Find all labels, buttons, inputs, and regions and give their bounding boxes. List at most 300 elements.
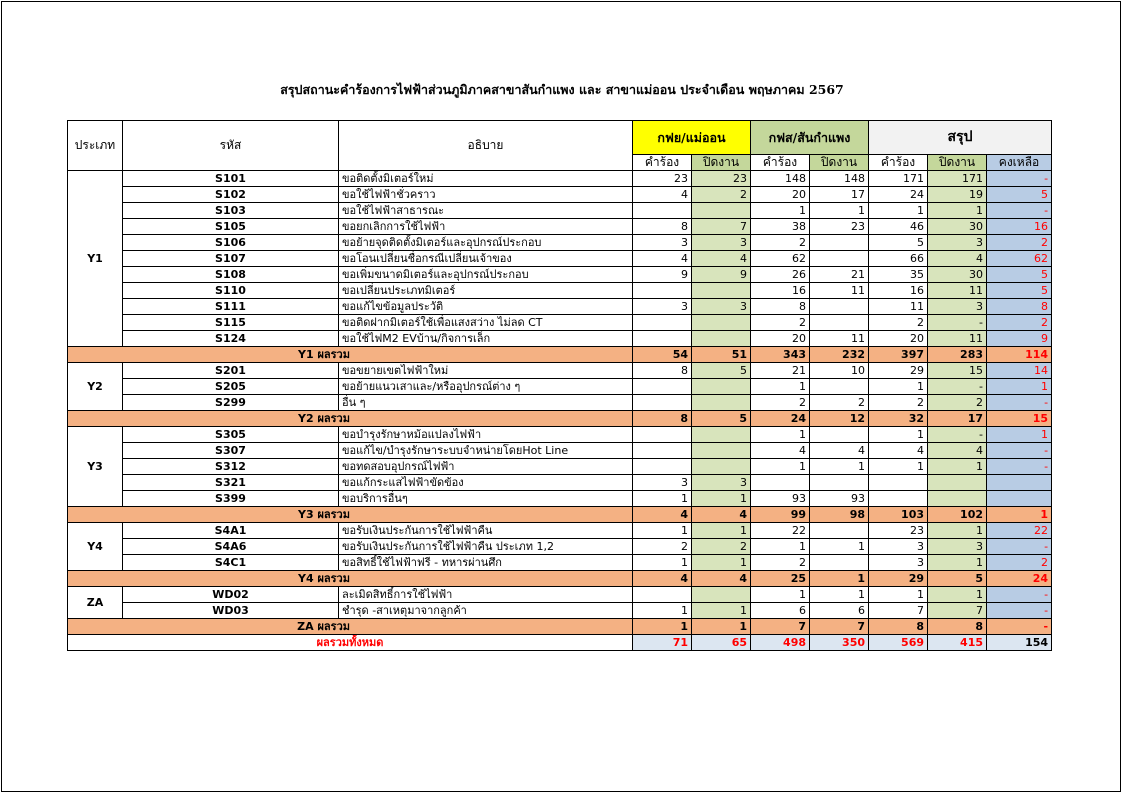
summary-remaining-cell: 5 (987, 187, 1052, 203)
summary-remaining-cell: - (987, 539, 1052, 555)
subtotal-value: 343 (751, 347, 810, 363)
summary-closed-cell: 15 (928, 363, 987, 379)
subtotal-label: ZA ผลรวม (68, 619, 633, 635)
description-cell: ขอแก้กระแสไฟฟ้าขัดข้อง (339, 475, 633, 491)
maeon-closed-cell: 1 (692, 603, 751, 619)
summary-closed-cell: 19 (928, 187, 987, 203)
summary-closed-cell: 3 (928, 299, 987, 315)
summary-requests-cell: 5 (869, 235, 928, 251)
table-row (68, 603, 1052, 619)
subtotal-value: 51 (692, 347, 751, 363)
maeon-requests-cell: 4 (633, 187, 692, 203)
sankamphaeng-closed-cell: 4 (810, 443, 869, 459)
code-cell: S321 (123, 475, 339, 491)
maeon-closed-cell (692, 331, 751, 347)
sankamphaeng-closed-cell: 11 (810, 283, 869, 299)
description-cell: ชำรุด -สาเหตุมาจากลูกค้า (339, 603, 633, 619)
sankamphaeng-closed-cell: 1 (810, 539, 869, 555)
summary-closed-cell: - (928, 315, 987, 331)
maeon-requests-cell: 1 (633, 523, 692, 539)
maeon-closed-cell (692, 459, 751, 475)
subtotal-value: 32 (869, 411, 928, 427)
maeon-requests-cell: 8 (633, 363, 692, 379)
summary-closed-cell: 1 (928, 587, 987, 603)
table-row (68, 395, 1052, 411)
summary-remaining-cell: - (987, 171, 1052, 187)
maeon-requests-cell: 1 (633, 491, 692, 507)
subtotal-value: 8 (869, 619, 928, 635)
description-cell: ขอแก้ไข/บำรุงรักษาระบบจำหน่ายโดยHot Line (339, 443, 633, 459)
description-cell: ขอขยายเขตไฟฟ้าใหม่ (339, 363, 633, 379)
sankamphaeng-closed-cell: 93 (810, 491, 869, 507)
subheader-closed: ปิดงาน (928, 155, 987, 171)
subtotal-value: 4 (692, 571, 751, 587)
description-cell: ขอติดตั้งมิเตอร์ใหม่ (339, 171, 633, 187)
subtotal-remaining: - (987, 619, 1052, 635)
subtotal-value: 8 (928, 619, 987, 635)
sankamphaeng-closed-cell: 6 (810, 603, 869, 619)
summary-requests-cell: 1 (869, 203, 928, 219)
maeon-requests-cell (633, 587, 692, 603)
code-cell: S4A6 (123, 539, 339, 555)
sankamphaeng-closed-cell: 1 (810, 459, 869, 475)
summary-closed-cell: 30 (928, 267, 987, 283)
sankamphaeng-closed-cell: 1 (810, 587, 869, 603)
maeon-requests-cell (633, 331, 692, 347)
maeon-requests-cell: 8 (633, 219, 692, 235)
grand-total-value: 154 (987, 635, 1052, 651)
description-cell: ขอใช้ไฟM2 EVบ้าน/กิจการเล็ก (339, 331, 633, 347)
subtotal-value: 397 (869, 347, 928, 363)
summary-closed-cell: 171 (928, 171, 987, 187)
summary-remaining-cell: 1 (987, 427, 1052, 443)
grand-total-value: 71 (633, 635, 692, 651)
sankamphaeng-closed-cell: 2 (810, 395, 869, 411)
maeon-requests-cell (633, 379, 692, 395)
sankamphaeng-closed-cell: 21 (810, 267, 869, 283)
maeon-closed-cell (692, 283, 751, 299)
sankamphaeng-closed-cell (810, 315, 869, 331)
summary-remaining-cell: 8 (987, 299, 1052, 315)
summary-closed-cell: 1 (928, 555, 987, 571)
grand-total-value: 569 (869, 635, 928, 651)
sankamphaeng-requests-cell: 1 (751, 459, 810, 475)
subtotal-value: 24 (751, 411, 810, 427)
summary-closed-cell: 1 (928, 523, 987, 539)
table-row (68, 235, 1052, 251)
description-cell: อื่น ๆ (339, 395, 633, 411)
sankamphaeng-requests-cell: 1 (751, 379, 810, 395)
sankamphaeng-requests-cell: 16 (751, 283, 810, 299)
sankamphaeng-requests-cell: 21 (751, 363, 810, 379)
header-type: ประเภท (68, 121, 123, 171)
sankamphaeng-closed-cell (810, 555, 869, 571)
summary-closed-cell: 1 (928, 459, 987, 475)
maeon-requests-cell: 1 (633, 603, 692, 619)
maeon-closed-cell: 1 (692, 491, 751, 507)
sankamphaeng-closed-cell: 11 (810, 331, 869, 347)
sankamphaeng-requests-cell: 62 (751, 251, 810, 267)
table-row (68, 267, 1052, 283)
code-cell: S305 (123, 427, 339, 443)
sankamphaeng-closed-cell (810, 475, 869, 491)
table-row (68, 459, 1052, 475)
subtotal-value: 29 (869, 571, 928, 587)
table-row (68, 523, 1052, 539)
maeon-closed-cell: 5 (692, 363, 751, 379)
summary-remaining-cell: - (987, 459, 1052, 475)
sankamphaeng-requests-cell: 8 (751, 299, 810, 315)
sankamphaeng-requests-cell: 26 (751, 267, 810, 283)
maeon-closed-cell (692, 203, 751, 219)
subtotal-remaining: 114 (987, 347, 1052, 363)
maeon-requests-cell (633, 315, 692, 331)
description-cell: ขอรับเงินประกันการใช้ไฟฟ้าคืน (339, 523, 633, 539)
subtotal-value: 17 (928, 411, 987, 427)
summary-requests-cell: 3 (869, 555, 928, 571)
table-row (68, 283, 1052, 299)
summary-closed-cell (928, 491, 987, 507)
sankamphaeng-requests-cell: 2 (751, 235, 810, 251)
summary-closed-cell: 30 (928, 219, 987, 235)
summary-closed-cell: 11 (928, 283, 987, 299)
maeon-requests-cell: 3 (633, 475, 692, 491)
maeon-requests-cell: 4 (633, 251, 692, 267)
sankamphaeng-requests-cell: 20 (751, 331, 810, 347)
sankamphaeng-requests-cell: 1 (751, 203, 810, 219)
summary-requests-cell: 20 (869, 331, 928, 347)
subtotal-value: 102 (928, 507, 987, 523)
grand-total-value: 65 (692, 635, 751, 651)
code-cell: S103 (123, 203, 339, 219)
subheader-requests: คำร้อง (751, 155, 810, 171)
summary-closed-cell: 2 (928, 395, 987, 411)
maeon-requests-cell: 23 (633, 171, 692, 187)
summary-closed-cell: 3 (928, 539, 987, 555)
summary-requests-cell (869, 475, 928, 491)
summary-requests-cell: 11 (869, 299, 928, 315)
sankamphaeng-closed-cell (810, 251, 869, 267)
summary-requests-cell: 2 (869, 395, 928, 411)
table-row (68, 315, 1052, 331)
summary-requests-cell: 4 (869, 443, 928, 459)
grand-total-value: 498 (751, 635, 810, 651)
description-cell: ละเมิดสิทธิ์การใช้ไฟฟ้า (339, 587, 633, 603)
subtotal-row (68, 411, 1052, 427)
table-row (68, 187, 1052, 203)
header-branch-maeon: กฟย/แม่ออน (633, 121, 751, 155)
summary-requests-cell: 16 (869, 283, 928, 299)
summary-requests-cell: 29 (869, 363, 928, 379)
sankamphaeng-closed-cell (810, 235, 869, 251)
sankamphaeng-requests-cell (751, 475, 810, 491)
status-table (67, 120, 1052, 651)
subtotal-value: 5 (928, 571, 987, 587)
subheader-closed: ปิดงาน (810, 155, 869, 171)
table-row (68, 251, 1052, 267)
subtotal-value: 25 (751, 571, 810, 587)
summary-closed-cell: 11 (928, 331, 987, 347)
summary-remaining-cell: 5 (987, 283, 1052, 299)
maeon-requests-cell: 3 (633, 299, 692, 315)
sankamphaeng-closed-cell (810, 379, 869, 395)
maeon-requests-cell (633, 203, 692, 219)
code-cell: S205 (123, 379, 339, 395)
sankamphaeng-requests-cell: 1 (751, 587, 810, 603)
maeon-requests-cell (633, 427, 692, 443)
summary-remaining-cell: 5 (987, 267, 1052, 283)
subheader-requests: คำร้อง (633, 155, 692, 171)
sankamphaeng-requests-cell: 20 (751, 187, 810, 203)
code-cell: S107 (123, 251, 339, 267)
description-cell: ขอย้ายจุดติดตั้งมิเตอร์และอุปกรณ์ประกอบ (339, 235, 633, 251)
sankamphaeng-requests-cell: 93 (751, 491, 810, 507)
description-cell: ขอบำรุงรักษาหม้อแปลงไฟฟ้า (339, 427, 633, 443)
header-summary: สรุป (869, 121, 1052, 155)
code-cell: S101 (123, 171, 339, 187)
table-row (68, 427, 1052, 443)
description-cell: ขอติดฝากมิเตอร์ใช้เพื่อแสงสว่าง ไม่ลด CT (339, 315, 633, 331)
summary-closed-cell: 4 (928, 251, 987, 267)
description-cell: ขอทดสอบอุปกรณ์ไฟฟ้า (339, 459, 633, 475)
summary-remaining-cell: 9 (987, 331, 1052, 347)
table-row (68, 555, 1052, 571)
maeon-closed-cell (692, 379, 751, 395)
summary-requests-cell: 171 (869, 171, 928, 187)
subtotal-label: Y2 ผลรวม (68, 411, 633, 427)
maeon-requests-cell: 3 (633, 235, 692, 251)
summary-requests-cell: 3 (869, 539, 928, 555)
subtotal-value: 54 (633, 347, 692, 363)
maeon-closed-cell: 1 (692, 523, 751, 539)
summary-closed-cell: 3 (928, 235, 987, 251)
code-cell: S115 (123, 315, 339, 331)
maeon-closed-cell: 3 (692, 299, 751, 315)
type-cell: ZA (68, 587, 123, 619)
summary-closed-cell: 4 (928, 443, 987, 459)
summary-remaining-cell: - (987, 603, 1052, 619)
code-cell: S111 (123, 299, 339, 315)
table-row (68, 491, 1052, 507)
maeon-closed-cell (692, 443, 751, 459)
sankamphaeng-closed-cell: 148 (810, 171, 869, 187)
sankamphaeng-closed-cell: 23 (810, 219, 869, 235)
description-cell: ขอใช้ไฟฟ้าชั่วคราว (339, 187, 633, 203)
subtotal-value: 12 (810, 411, 869, 427)
subtotal-value: 4 (692, 507, 751, 523)
maeon-closed-cell: 9 (692, 267, 751, 283)
subtotal-value: 1 (692, 619, 751, 635)
grand-total-value: 350 (810, 635, 869, 651)
report-title: สรุปสถานะคำร้องการไฟฟ้าส่วนภูมิภาคสาขาสันกำแพง และ สาขาแม่ออน ประจำเดือน พฤษภาคม 2567 (280, 82, 844, 97)
summary-requests-cell: 24 (869, 187, 928, 203)
table-row (68, 299, 1052, 315)
maeon-closed-cell: 7 (692, 219, 751, 235)
sankamphaeng-requests-cell: 2 (751, 315, 810, 331)
code-cell: S124 (123, 331, 339, 347)
table-row (68, 203, 1052, 219)
sankamphaeng-closed-cell: 1 (810, 203, 869, 219)
maeon-closed-cell: 4 (692, 251, 751, 267)
summary-requests-cell: 7 (869, 603, 928, 619)
summary-remaining-cell: - (987, 443, 1052, 459)
type-cell: Y3 (68, 427, 123, 507)
summary-requests-cell: 1 (869, 459, 928, 475)
sankamphaeng-requests-cell: 6 (751, 603, 810, 619)
maeon-requests-cell: 9 (633, 267, 692, 283)
summary-closed-cell: - (928, 379, 987, 395)
summary-remaining-cell: 2 (987, 235, 1052, 251)
subtotal-row (68, 507, 1052, 523)
code-cell: S106 (123, 235, 339, 251)
subtotal-value: 232 (810, 347, 869, 363)
summary-requests-cell: 23 (869, 523, 928, 539)
summary-closed-cell: 1 (928, 203, 987, 219)
maeon-closed-cell: 3 (692, 475, 751, 491)
summary-requests-cell: 1 (869, 427, 928, 443)
description-cell: ขอเพิ่มขนาดมิเตอร์และอุปกรณ์ประกอบ (339, 267, 633, 283)
summary-requests-cell: 1 (869, 587, 928, 603)
summary-remaining-cell: 22 (987, 523, 1052, 539)
summary-remaining-cell: 2 (987, 315, 1052, 331)
sankamphaeng-closed-cell: 10 (810, 363, 869, 379)
code-cell: S299 (123, 395, 339, 411)
grand-total-label: ผลรวมทั้งหมด (68, 635, 633, 651)
sankamphaeng-requests-cell: 148 (751, 171, 810, 187)
code-cell: S108 (123, 267, 339, 283)
subtotal-label: Y3 ผลรวม (68, 507, 633, 523)
subtotal-value: 8 (633, 411, 692, 427)
sankamphaeng-closed-cell: 17 (810, 187, 869, 203)
subheader-remaining: คงเหลือ (987, 155, 1052, 171)
code-cell: S307 (123, 443, 339, 459)
summary-remaining-cell: - (987, 395, 1052, 411)
code-cell: WD02 (123, 587, 339, 603)
maeon-requests-cell (633, 395, 692, 411)
grand-total-row (68, 635, 1052, 651)
summary-remaining-cell: - (987, 587, 1052, 603)
sankamphaeng-requests-cell: 2 (751, 395, 810, 411)
subtotal-row (68, 619, 1052, 635)
header-description: อธิบาย (339, 121, 633, 171)
maeon-requests-cell (633, 459, 692, 475)
maeon-closed-cell (692, 395, 751, 411)
table-row (68, 171, 1052, 187)
subtotal-value: 5 (692, 411, 751, 427)
sankamphaeng-closed-cell (810, 299, 869, 315)
sankamphaeng-closed-cell (810, 427, 869, 443)
summary-requests-cell (869, 491, 928, 507)
subtotal-value: 7 (751, 619, 810, 635)
summary-remaining-cell (987, 491, 1052, 507)
code-cell: S312 (123, 459, 339, 475)
table-row (68, 443, 1052, 459)
subheader-closed: ปิดงาน (692, 155, 751, 171)
code-cell: S201 (123, 363, 339, 379)
table-row (68, 363, 1052, 379)
maeon-requests-cell: 2 (633, 539, 692, 555)
summary-requests-cell: 1 (869, 379, 928, 395)
summary-closed-cell: 7 (928, 603, 987, 619)
description-cell: ขอเปลี่ยนประเภทมิเตอร์ (339, 283, 633, 299)
subtotal-value: 1 (810, 571, 869, 587)
summary-remaining-cell: 1 (987, 379, 1052, 395)
subtotal-row (68, 571, 1052, 587)
summary-remaining-cell: 62 (987, 251, 1052, 267)
code-cell: S102 (123, 187, 339, 203)
maeon-closed-cell (692, 427, 751, 443)
summary-remaining-cell: 2 (987, 555, 1052, 571)
sankamphaeng-requests-cell: 1 (751, 427, 810, 443)
maeon-requests-cell (633, 443, 692, 459)
summary-remaining-cell: 14 (987, 363, 1052, 379)
header-code: รหัส (123, 121, 339, 171)
subtotal-remaining: 24 (987, 571, 1052, 587)
table-row (68, 379, 1052, 395)
maeon-closed-cell: 2 (692, 539, 751, 555)
subtotal-label: Y4 ผลรวม (68, 571, 633, 587)
sankamphaeng-requests-cell: 4 (751, 443, 810, 459)
subtotal-value: 103 (869, 507, 928, 523)
sankamphaeng-requests-cell: 1 (751, 539, 810, 555)
summary-closed-cell (928, 475, 987, 491)
subtotal-value: 99 (751, 507, 810, 523)
summary-remaining-cell (987, 475, 1052, 491)
code-cell: S4C1 (123, 555, 339, 571)
subtotal-row (68, 347, 1052, 363)
header-branch-sankamphaeng: กฟส/สันกำแพง (751, 121, 869, 155)
maeon-closed-cell: 1 (692, 555, 751, 571)
subtotal-value: 7 (810, 619, 869, 635)
description-cell: ขอย้ายแนวเสาและ/หรืออุปกรณ์ต่าง ๆ (339, 379, 633, 395)
type-cell: Y1 (68, 171, 123, 347)
description-cell: ขอบริการอื่นๆ (339, 491, 633, 507)
subtotal-remaining: 15 (987, 411, 1052, 427)
summary-requests-cell: 46 (869, 219, 928, 235)
maeon-requests-cell: 1 (633, 555, 692, 571)
maeon-closed-cell: 23 (692, 171, 751, 187)
summary-requests-cell: 35 (869, 267, 928, 283)
sankamphaeng-requests-cell: 22 (751, 523, 810, 539)
sankamphaeng-requests-cell: 38 (751, 219, 810, 235)
subtotal-remaining: 1 (987, 507, 1052, 523)
maeon-closed-cell (692, 587, 751, 603)
summary-remaining-cell: 16 (987, 219, 1052, 235)
summary-remaining-cell: - (987, 203, 1052, 219)
description-cell: ขอโอนเปลี่ยนชื่อกรณีเปลี่ยนเจ้าของ (339, 251, 633, 267)
code-cell: S4A1 (123, 523, 339, 539)
subtotal-value: 1 (633, 619, 692, 635)
sankamphaeng-closed-cell (810, 523, 869, 539)
table-row (68, 331, 1052, 347)
summary-requests-cell: 2 (869, 315, 928, 331)
subtotal-value: 98 (810, 507, 869, 523)
description-cell: ขอสิทธิ์ใช้ไฟฟ้าฟรี - ทหารผ่านศึก (339, 555, 633, 571)
table-row (68, 475, 1052, 491)
maeon-closed-cell (692, 315, 751, 331)
maeon-closed-cell: 3 (692, 235, 751, 251)
table-row (68, 219, 1052, 235)
type-cell: Y2 (68, 363, 123, 411)
subtotal-label: Y1 ผลรวม (68, 347, 633, 363)
type-cell: Y4 (68, 523, 123, 571)
code-cell: S105 (123, 219, 339, 235)
description-cell: ขอแก้ไขข้อมูลประวัติ (339, 299, 633, 315)
code-cell: S399 (123, 491, 339, 507)
sankamphaeng-requests-cell: 2 (751, 555, 810, 571)
maeon-requests-cell (633, 283, 692, 299)
summary-requests-cell: 66 (869, 251, 928, 267)
